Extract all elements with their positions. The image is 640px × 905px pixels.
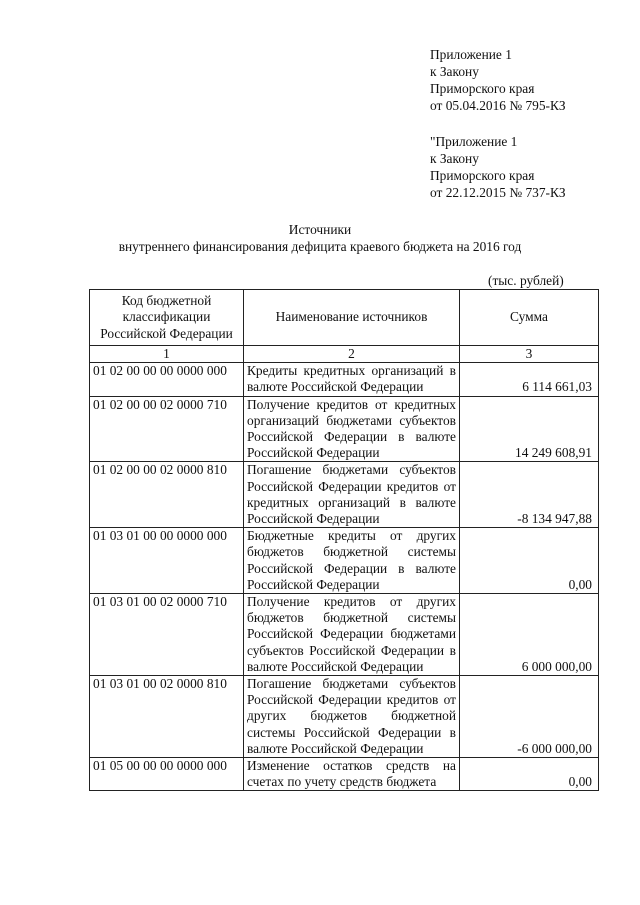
annex-current-law [430,46,630,114]
table-row [90,676,599,758]
annex-line: Приморского края [430,81,535,96]
units-note: (тыс. рублей) [488,273,564,288]
document-title: Источники [288,222,352,237]
row-code: 01 03 01 00 02 0000 710 [90,594,244,676]
column-number-row [90,346,599,363]
annex-line: от 05.04.2016 № 795-КЗ [430,98,566,113]
table-row [90,396,599,462]
row-name: Кредиты кредитных организаций в валюте Российской Федерации [244,363,460,396]
row-sum: -6 000 000,00 [460,676,599,758]
financing-sources-table [89,289,599,791]
row-sum: 6 000 000,00 [460,594,599,676]
row-code: 01 05 00 00 00 0000 000 [90,758,244,791]
row-code: 01 02 00 00 02 0000 710 [90,396,244,462]
row-code: 01 02 00 00 00 0000 000 [90,363,244,396]
row-sum: 14 249 608,91 [460,396,599,462]
row-name: Изменение остатков средств на счетах по учету средств бюджета [244,758,460,791]
annex-line: к Закону [430,151,479,166]
header-code: Код бюджетной классификации Российской Федерации [90,290,244,346]
header-sum: Сумма [460,290,599,346]
row-code: 01 03 01 00 02 0000 810 [90,676,244,758]
annex-line: "Приложение 1 [430,134,518,149]
table-row [90,462,599,528]
row-name: Погашение бюджетами субъектов Российской Федерации кредитов от кредитных организаций в валюте Российской Федерации [244,462,460,528]
row-name: Бюджетные кредиты от других бюджетов бюджетной системы Российской Федерации в валюте Российской Федерации [244,528,460,594]
row-code: 01 02 00 00 02 0000 810 [90,462,244,528]
column-number: 2 [244,346,460,363]
column-number: 3 [460,346,599,363]
annex-line: Приложение 1 [430,47,512,62]
row-name: Получение кредитов от кредитных организаций бюджетами субъектов Российской Федерации в валюте Российской Федерации [244,396,460,462]
table-row [90,528,599,594]
annex-line: к Закону [430,64,479,79]
table-row [90,594,599,676]
annex-amended-law [430,133,630,201]
table-row [90,363,599,396]
column-number: 1 [90,346,244,363]
row-name: Получение кредитов от других бюджетов бюджетной системы Российской Федерации бюджетами субъектов Российской Федерации в валюте Российской Федерации [244,594,460,676]
row-sum: 0,00 [460,758,599,791]
row-sum: 0,00 [460,528,599,594]
header-name: Наименование источников [244,290,460,346]
table-row [90,758,599,791]
row-sum: 6 114 661,03 [460,363,599,396]
annex-line: Приморского края [430,168,535,183]
annex-line: от 22.12.2015 № 737-КЗ [430,185,566,200]
table-header-row [90,290,599,346]
row-sum: -8 134 947,88 [460,462,599,528]
row-code: 01 03 01 00 00 0000 000 [90,528,244,594]
row-name: Погашение бюджетами субъектов Российской Федерации кредитов от других бюджетов бюджетной системы Российской Федерации в валюте Российской Федерации [244,676,460,758]
document-subtitle: внутреннего финансирования дефицита краевого бюджета на 2016 год [118,239,522,254]
